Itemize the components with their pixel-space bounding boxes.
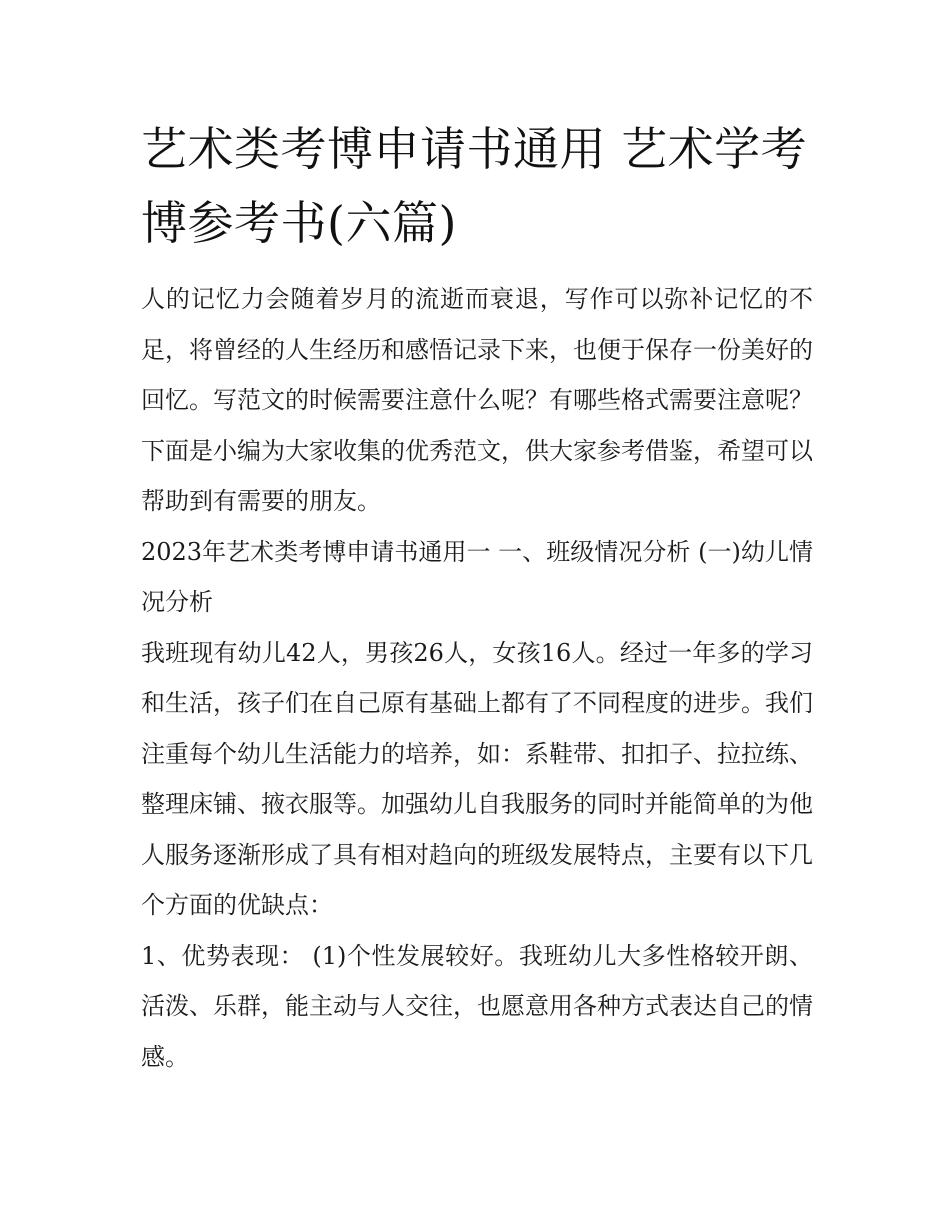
document-title: 艺术类考博申请书通用 艺术学考博参考书(六篇) <box>141 122 808 250</box>
paragraph-class-analysis: 我班现有幼儿42人，男孩26人，女孩16人。经过一年多的学习和生活，孩子们在自己原有基础上都有了不同程度的进步。我们注重每个幼儿生活能力的培养，如：系鞋带、扣扣子、拉拉练、整理床铺、掖衣服等。加强幼儿自我服务的同时并能简单的为他人服务逐渐形成了具有相对趋向的班级发展特点，主要有以下几个方面的优缺点： <box>141 638 813 919</box>
paragraph-advantages: 1、优势表现： (1)个性发展较好。我班幼儿大多性格较开朗、活泼、乐群，能主动与人交往，也愿意用各种方式表达自己的情感。 <box>141 941 813 1071</box>
document-body <box>141 112 813 1082</box>
paragraph-section-heading: 2023年艺术类考博申请书通用一 一、班级情况分析 (一)幼儿情况分析 <box>141 537 813 616</box>
paragraph-intro: 人的记忆力会随着岁月的流逝而衰退，写作可以弥补记忆的不足，将曾经的人生经历和感悟记录下来，也便于保存一份美好的回忆。写范文的时候需要注意什么呢？有哪些格式需要注意呢？下面是小编为大家收集的优秀范文，供大家参考借鉴，希望可以帮助到有需要的朋友。 <box>141 285 813 515</box>
